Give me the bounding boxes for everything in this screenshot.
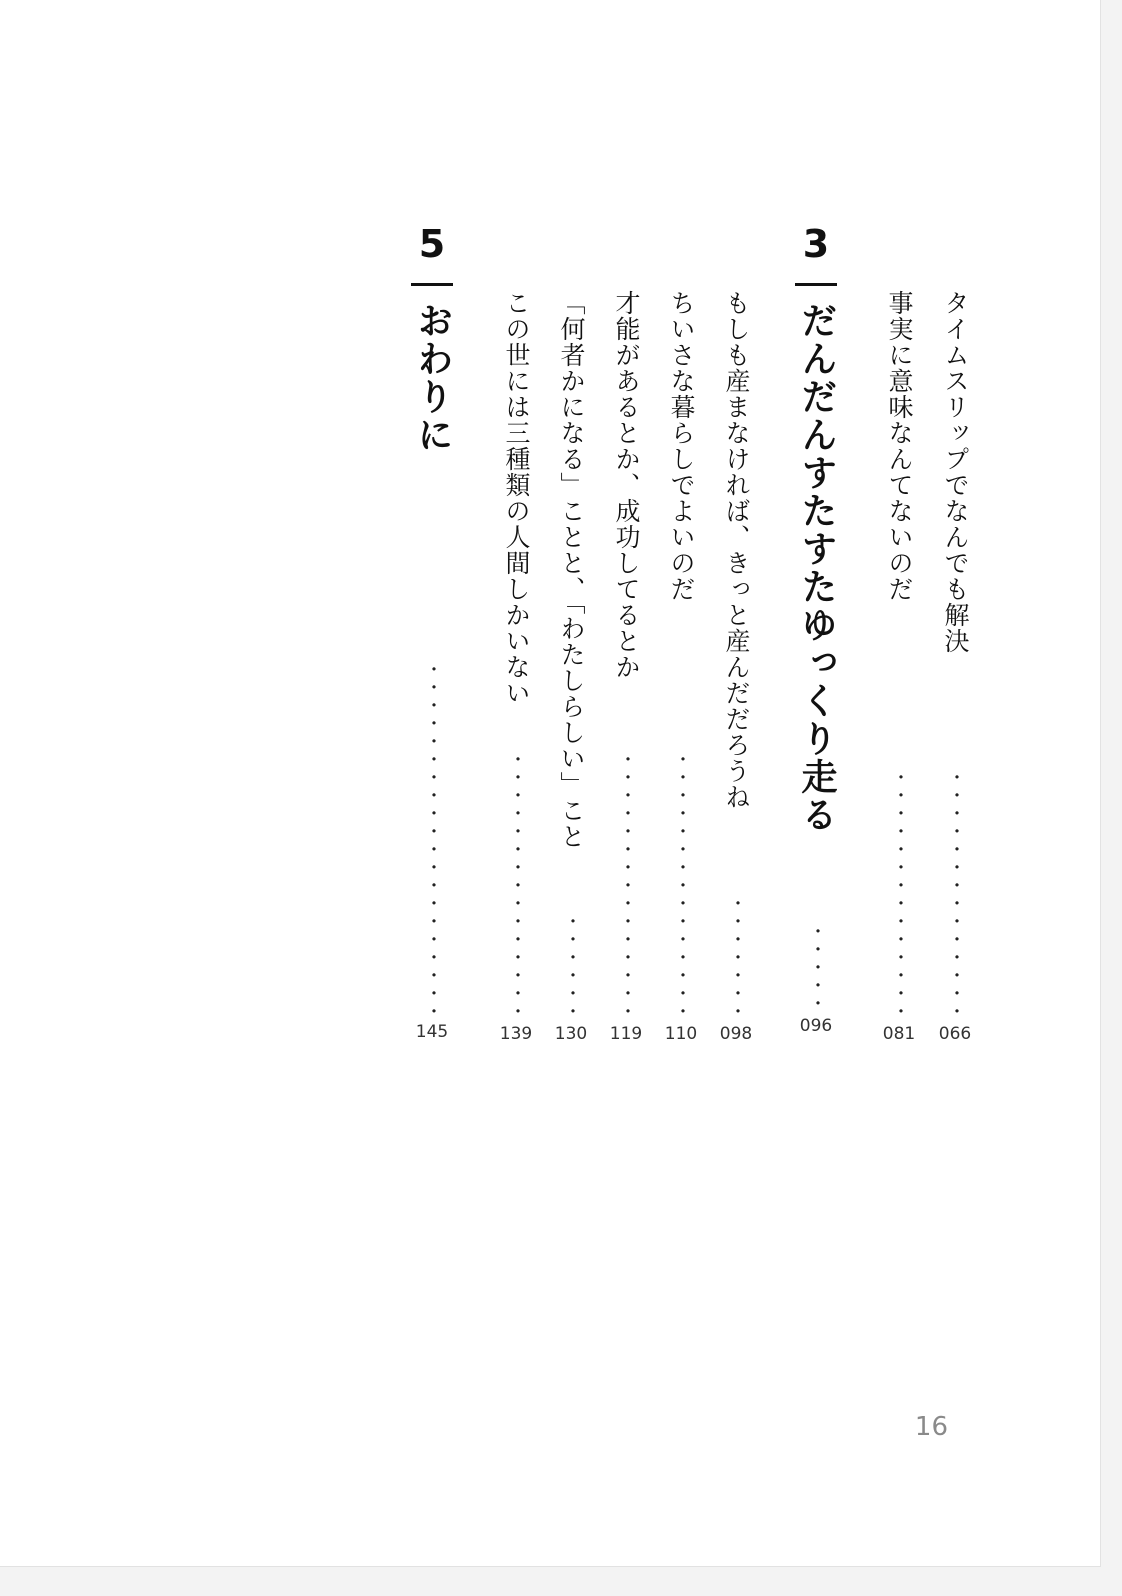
toc-entry-title: 才能があるとか、成功してるとか: [612, 290, 641, 680]
toc-entry[interactable]: [606, 290, 646, 1020]
chapter-number: 3: [802, 222, 830, 266]
toc-entry-page: 098: [719, 1024, 753, 1044]
toc-entry[interactable]: [935, 290, 975, 1020]
toc-entry[interactable]: [879, 290, 919, 1020]
toc-entry-title: 事実に意味なんてないのだ: [885, 290, 914, 602]
toc-entry-page: 130: [554, 1024, 588, 1044]
chapter-heading[interactable]: [792, 302, 840, 1012]
page-folio: 16: [914, 1412, 948, 1442]
leader-dots: ・・・・・・・・・・・・・・・: [506, 750, 527, 1020]
leader-dots: ・・・・・・・・・・・・・・: [945, 768, 966, 1020]
leader-dots: ・・・・・・・・・・・・・・・・・・・・: [422, 660, 443, 1020]
leader-dots: ・・・・・・・・・・・・・・: [889, 768, 910, 1020]
chapter-page: 145: [415, 1022, 449, 1042]
toc-entry-page: 119: [609, 1024, 643, 1044]
toc-entry[interactable]: [661, 290, 701, 1020]
toc-entry-page: 110: [664, 1024, 698, 1044]
toc-entry-title: 「何者かになる」ことと、「わたしらしい」こと: [557, 290, 586, 850]
chapter-heading[interactable]: [408, 302, 456, 1020]
leader-dots: ・・・・・・・・・・・・・・・: [616, 750, 637, 1020]
chapter-title: だんだんすたすたゆっくり走る: [796, 302, 837, 834]
leader-dots: ・・・・・: [806, 922, 827, 1012]
leader-dots: ・・・・・・・: [726, 894, 747, 1020]
toc-entry-title: もしも産まなければ、きっと産んだだろうね: [722, 290, 751, 810]
leader-dots: ・・・・・・: [561, 912, 582, 1020]
toc-entry-title: この世には三種類の人間しかいない: [502, 290, 531, 706]
toc-entry-title: タイムスリップでなんでも解決: [941, 290, 970, 654]
toc-entry-title: ちいさな暮らしでよいのだ: [667, 290, 696, 602]
chapter-divider: [795, 283, 837, 286]
toc-entry-page: 139: [499, 1024, 533, 1044]
chapter-page: 096: [799, 1016, 833, 1036]
toc-entry-page: 081: [882, 1024, 916, 1044]
toc-entry[interactable]: [551, 290, 591, 1020]
leader-dots: ・・・・・・・・・・・・・・・: [671, 750, 692, 1020]
toc-entry[interactable]: [716, 290, 756, 1020]
chapter-title: おわりに: [412, 302, 453, 454]
toc-entry-page: 066: [938, 1024, 972, 1044]
toc-entry[interactable]: [496, 290, 536, 1020]
chapter-divider: [411, 283, 453, 286]
chapter-number: 5: [418, 222, 446, 266]
